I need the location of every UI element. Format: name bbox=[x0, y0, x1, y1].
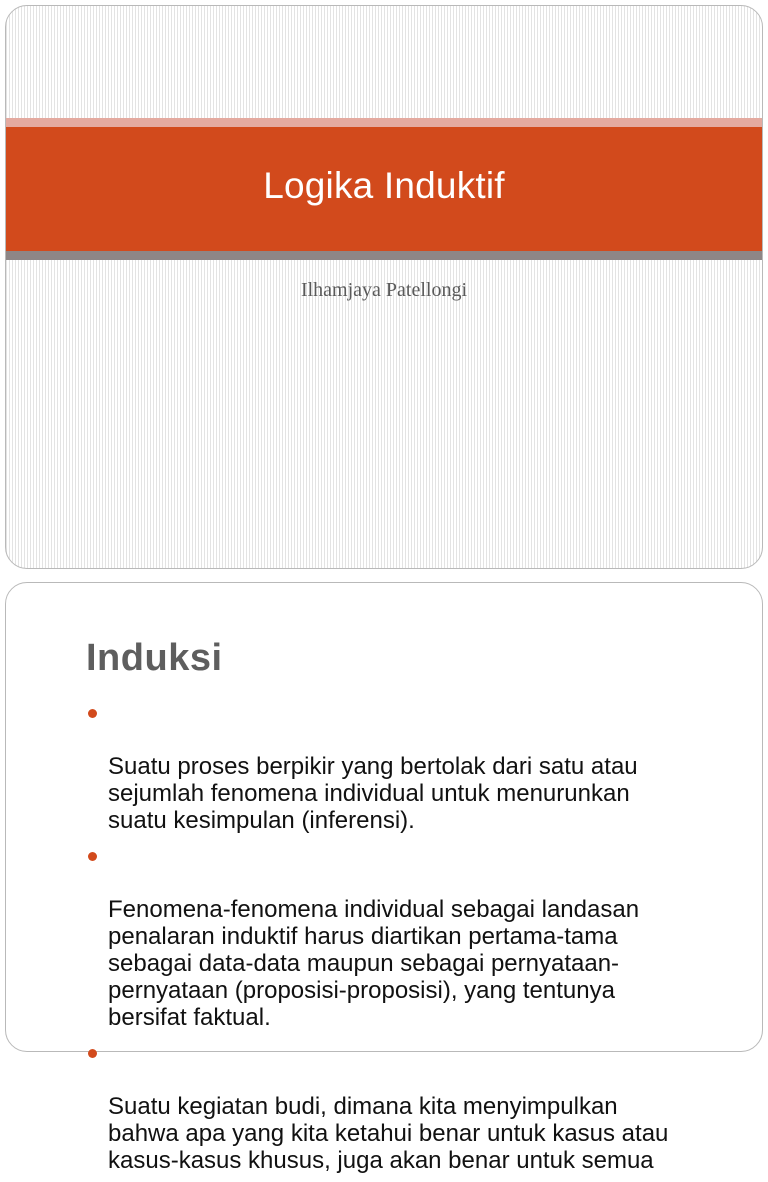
bullet-text: Fenomena-fenomena individual sebagai landasan penalaran induktif harus diartikan pertama-tama sebagai data-data maupun sebagai pernyataan- pernyataan (proposisi-proposisi), yang tentunya bersifat faktual. bbox=[108, 896, 640, 1031]
title-band bbox=[6, 127, 762, 251]
slide-title-text: Logika Induktif bbox=[263, 165, 505, 206]
bullet-dot-icon bbox=[88, 852, 97, 861]
title-top-strip bbox=[6, 118, 762, 127]
bullet-text: Suatu kegiatan budi, dimana kita menyimpulkan bahwa apa yang kita ketahui benar untuk kasus atau kasus-kasus khusus, juga akan benar untuk semua bbox=[108, 1093, 669, 1174]
bullet-dot-icon bbox=[88, 1049, 97, 1058]
slide-author: Ilhamjaya Patellongi bbox=[300, 279, 468, 301]
slide-heading: Induksi bbox=[86, 637, 223, 679]
bullet-dot-icon bbox=[88, 709, 97, 718]
bullet-list bbox=[86, 699, 766, 1182]
bullet-text: Suatu proses berpikir yang bertolak dari satu atau sejumlah fenomena individual untuk menurunkan suatu kesimpulan (inferensi). bbox=[108, 753, 638, 834]
bullet-item bbox=[86, 842, 766, 1031]
title-bottom-strip bbox=[6, 251, 762, 260]
slide-induksi[interactable] bbox=[5, 582, 763, 1174]
slide-title[interactable] bbox=[5, 5, 763, 569]
bullet-item bbox=[86, 1039, 766, 1174]
bullet-item bbox=[86, 699, 766, 834]
